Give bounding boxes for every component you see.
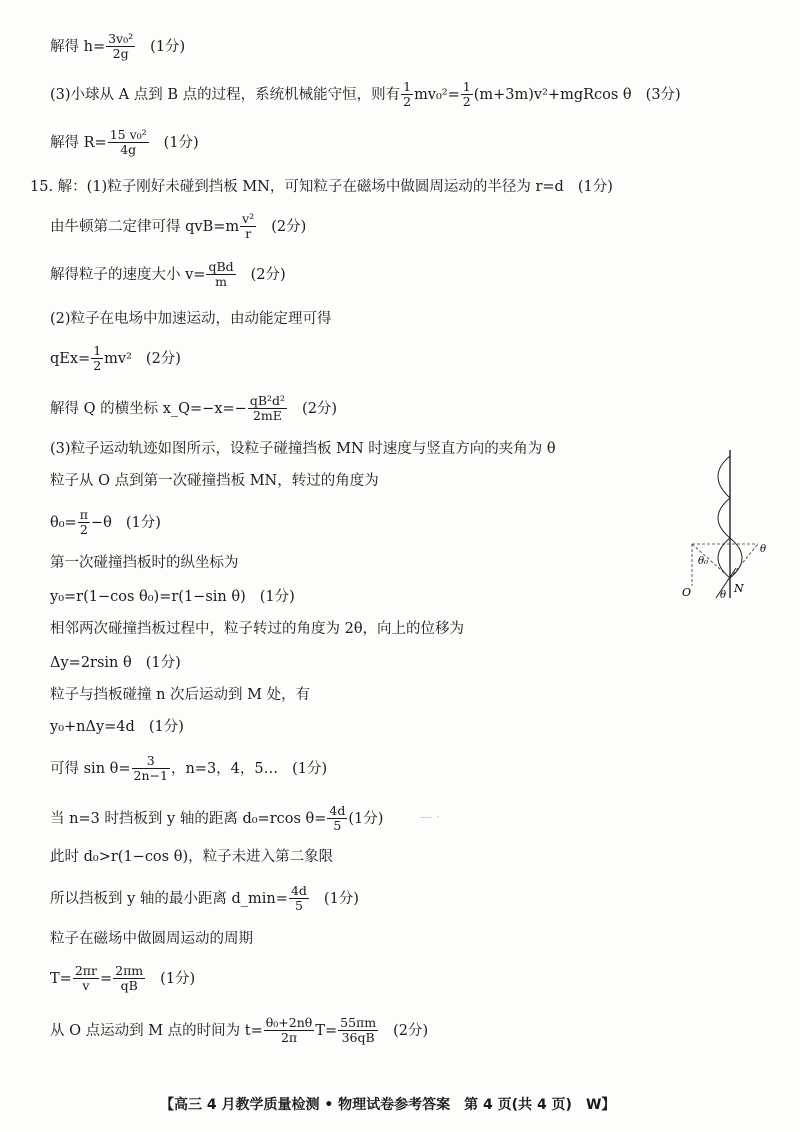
fraction (108, 128, 149, 158)
formula-text: T= (315, 1022, 338, 1039)
trajectory-diagram (676, 448, 786, 608)
text-segment: 粒子在磁场中做圆周运动的周期 (50, 931, 253, 947)
formula-text: 从 O 点运动到 M 点的时间为 t= (50, 1022, 263, 1039)
answer-line (50, 1016, 428, 1046)
answer-line (50, 850, 333, 865)
fraction-numerator: qBd (208, 259, 234, 274)
answer-line (50, 932, 253, 947)
text-segment: 粒子与挡板碰撞 n 次后运动到 M 处，有 (50, 687, 311, 703)
score-label: (1分) (292, 760, 328, 777)
arc-segment (718, 456, 730, 498)
fraction-numerator: 15 v₀² (109, 127, 147, 142)
fraction (289, 884, 309, 914)
text-segment: (3)小球从 A 点到 B 点的过程，系统机械能守恒，则有 (50, 86, 401, 103)
fraction-denominator: m (215, 274, 227, 290)
text-segment: 15. 解：(1)粒子刚好未碰到挡板 MN，可知粒子在磁场中做圆周运动的半径为 r=d (30, 179, 564, 195)
score-label: (3分) (645, 86, 681, 103)
formula-text: 所以挡板到 y 轴的最小距离 d_min= (50, 890, 288, 907)
answer-line (50, 688, 310, 703)
fraction (78, 508, 90, 538)
fraction (91, 344, 103, 374)
text-segment: (3)粒子运动轨迹如图所示，设粒子碰撞挡板 MN 时速度与竖直方向的夹角为 θ (50, 441, 556, 457)
page-footer: 【高三 4 月教学质量检测 • 物理试卷参考答案 第 4 页(共 4 页) W】 (160, 1097, 616, 1113)
score-label: (1分) (348, 810, 384, 827)
fraction-numerator: 3 (132, 754, 170, 769)
fraction-denominator: v (82, 978, 90, 994)
formula-text: 由牛顿第二定律可得 qvB=m (50, 218, 240, 235)
fraction-numerator: 1 (403, 79, 412, 94)
fraction-numerator: 2πr (74, 963, 97, 978)
label-theta: θ (760, 544, 767, 555)
formula-text: ，n=3，4，5… (170, 760, 279, 777)
score-label: (1分) (148, 719, 184, 735)
fraction-denominator: 5 (333, 818, 342, 834)
fraction-numerator: 1 (462, 79, 471, 94)
fraction-denominator: 4g (120, 142, 137, 158)
fraction-denominator: qB (120, 978, 138, 994)
fraction-numerator: 4d (290, 883, 307, 898)
arc-segment (718, 498, 730, 538)
answer-line (50, 442, 556, 457)
answer-line (50, 754, 327, 784)
fraction-denominator: 2 (79, 522, 88, 538)
fraction-numerator: v² (242, 211, 255, 226)
fraction (206, 260, 235, 290)
fraction (264, 1016, 315, 1046)
score-label: (2分) (271, 218, 307, 235)
score-label: (1分) (577, 179, 613, 195)
fraction (327, 804, 347, 834)
fraction-numerator: 1 (93, 343, 102, 358)
score-label: (1分) (150, 38, 186, 55)
score-label: (1分) (125, 514, 161, 531)
answer-line (50, 964, 195, 994)
label-n: N (734, 582, 744, 595)
answer-line (50, 80, 681, 110)
text-segment: 相邻两次碰撞挡板过程中，粒子转过的角度为 2θ，向上的位移为 (50, 621, 465, 637)
answer-line (50, 656, 181, 671)
answer-line (50, 474, 379, 489)
fraction (240, 212, 256, 242)
formula-text: θ₀= (50, 514, 77, 531)
fraction (113, 964, 145, 994)
fraction-denominator: 2 (403, 94, 412, 110)
answer-line (50, 590, 295, 605)
formula-text: y₀+nΔy=4d (50, 719, 135, 735)
score-label: (2分) (393, 1022, 429, 1039)
formula-text: 当 n=3 时挡板到 y 轴的距离 d₀=rcos θ= (50, 810, 327, 827)
fraction (338, 1016, 378, 1046)
fraction-numerator: 4d (329, 803, 346, 818)
score-label: (1分) (259, 589, 295, 605)
fraction-denominator: r (245, 226, 252, 242)
fraction-denominator: 36qB (341, 1030, 375, 1046)
text-segment: 粒子从 O 点到第一次碰撞挡板 MN，转过的角度为 (50, 473, 379, 489)
label-theta0: θ₀ (698, 556, 709, 567)
formula-text: 可得 sin θ= (50, 760, 131, 777)
fraction-denominator: 5 (294, 898, 303, 914)
answer-line (50, 344, 181, 374)
fraction-numerator: θ₀+2nθ (265, 1015, 313, 1030)
fraction (461, 80, 473, 110)
formula-text: 解得 Q 的横坐标 x_Q=−x=− (50, 400, 247, 417)
fraction (106, 32, 135, 62)
score-label: (1分) (163, 134, 199, 151)
formula-text: T= (50, 970, 72, 987)
label-o: O (682, 586, 692, 599)
score-label: (2分) (302, 400, 338, 417)
fraction-denominator: 2 (93, 358, 102, 374)
score-label: (2分) (145, 350, 181, 367)
answer-line (50, 884, 359, 914)
formula-text: mv² (104, 350, 132, 367)
answer-line (50, 804, 383, 834)
answer-line (50, 212, 306, 242)
fraction-numerator: 2πm (115, 963, 144, 978)
formula-text: qEx= (50, 350, 91, 367)
formula-text: −θ (90, 514, 112, 531)
answer-line (50, 622, 464, 637)
formula-text: = (99, 970, 113, 987)
fraction-denominator: 2π (280, 1030, 298, 1046)
text-segment: 第一次碰撞挡板时的纵坐标为 (50, 555, 239, 571)
fraction-denominator: 2mE (252, 408, 282, 424)
answer-line (50, 720, 184, 735)
text-segment: (m+3m)v²+mgRcos θ (473, 86, 632, 103)
dashed-line (730, 544, 758, 578)
fraction-numerator: π (79, 507, 88, 522)
answer-line (50, 128, 199, 158)
fraction-numerator: 3v₀² (108, 31, 134, 46)
formula-text: Δy=2rsin θ (50, 655, 132, 671)
answer-line (50, 260, 286, 290)
fraction (248, 394, 287, 424)
text-segment: (2)粒子在电场中加速运动，由动能定理可得 (50, 311, 332, 327)
text-segment: mv₀²= (414, 86, 460, 103)
formula-text: 解得粒子的速度大小 v= (50, 266, 206, 283)
fraction-numerator: qB²d² (249, 393, 286, 408)
answer-line (50, 556, 239, 571)
formula-text: y₀=r(1−cos θ₀)=r(1−sin θ) (50, 589, 246, 605)
fraction (132, 754, 170, 784)
answer-line (50, 32, 185, 62)
score-label: (2分) (250, 266, 286, 283)
fraction-numerator: 55πm (340, 1015, 377, 1030)
text-segment: 此时 d₀>r(1−cos θ)，粒子未进入第二象限 (50, 849, 334, 865)
answer-line (50, 394, 337, 424)
question-heading (30, 180, 613, 195)
label-theta: θ (720, 590, 727, 601)
answer-line (50, 312, 332, 327)
score-label: (1分) (160, 970, 196, 987)
arc-segment (730, 538, 742, 578)
answer-line (50, 508, 161, 538)
formula-text: 解得 R= (50, 134, 107, 151)
score-label: (1分) (323, 890, 359, 907)
fraction (401, 80, 413, 110)
formula-text: 解得 h= (50, 38, 106, 55)
fraction (73, 964, 99, 994)
score-label: (1分) (145, 655, 181, 671)
fraction-denominator: 2 (462, 94, 471, 110)
fraction-denominator: 2g (112, 46, 129, 62)
fraction-denominator: 2n−1 (133, 768, 168, 784)
scan-smudge: — · (420, 810, 440, 824)
